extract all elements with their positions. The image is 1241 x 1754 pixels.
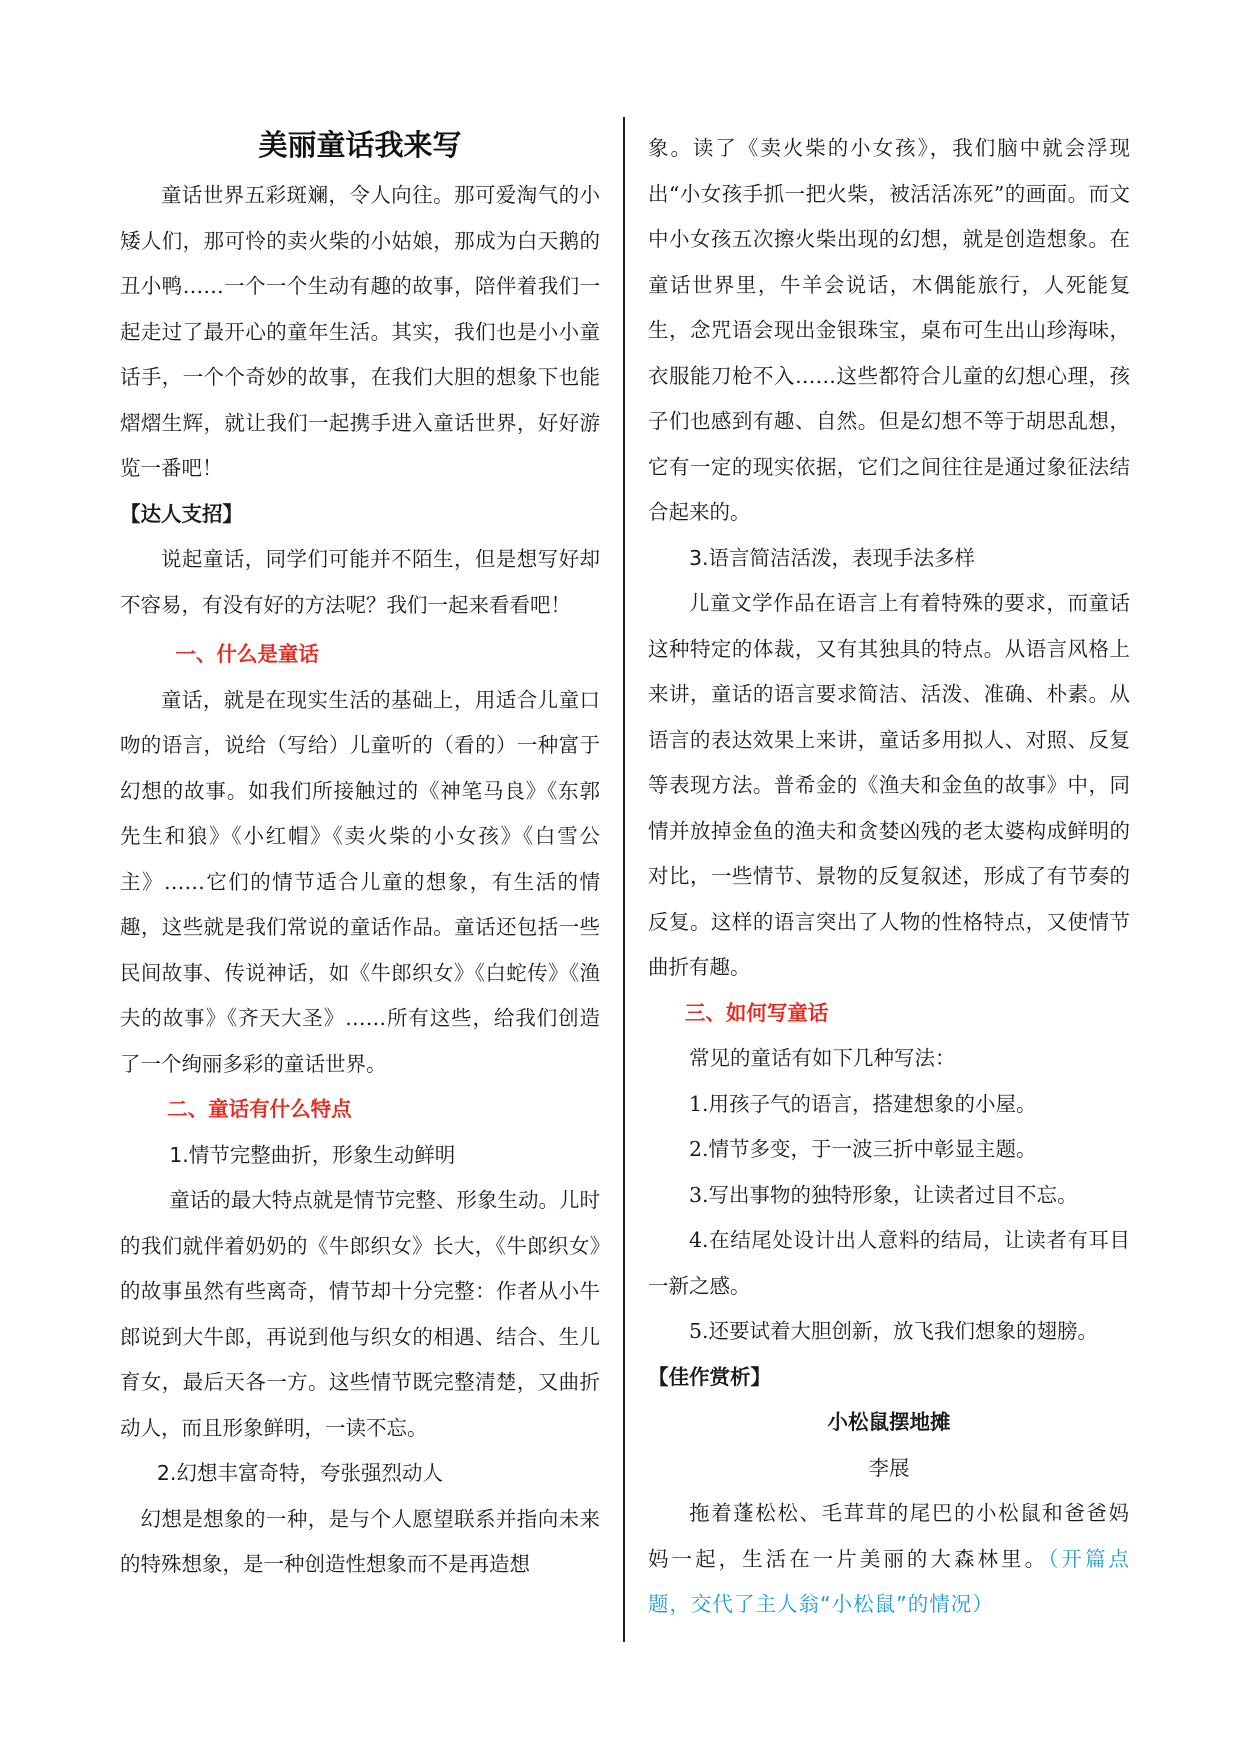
section-2-heading: 二、童话有什么特点 <box>167 1097 352 1121</box>
section-3-intro: 常见的童话有如下几种写法： <box>689 1046 956 1070</box>
feature-2-paragraph: 幻想是想象的一种，是与个人愿望联系并指向未来的特殊想象，是一种创造性想象而不是再造想 <box>120 1506 600 1576</box>
story-title: 小松鼠摆地摊 <box>827 1410 951 1434</box>
right-column <box>648 126 1130 1628</box>
feature-2-continued-paragraph: 象。读了《卖火柴的小女孩》，我们脑中就会浮现出“小女孩手抓一把火柴，被活活冻死”的画面。而文中小女孩五次擦火柴出现的幻想，就是创造想象。在童话世界里，牛羊会说话，木偶能旅行，人死能复生，念咒语会现出金银珠宝，桌布可生出山珍海味，衣服能刀枪不入……这些都符合儿童的幻想心理，孩子们也感到有趣、自然。但是幻想不等于胡思乱想，它有一定的现实依据，它们之间往往是通过象征法结合起来的。 <box>648 136 1130 524</box>
tips-heading: 【达人支招】 <box>120 501 243 526</box>
method-item: 2.情节多变，于一波三折中彰显主题。 <box>689 1137 1037 1161</box>
feature-3-paragraph: 儿童文学作品在语言上有着特殊的要求，而童话这种特定的体裁，又有其独具的特点。从语言风格上来讲，童话的语言要求简洁、活泼、准确、朴素。从语言的表达效果上来讲，童话多用拟人、对照、反复等表现方法。普希金的《渔夫和金鱼的故事》中，同情并放掉金鱼的渔夫和贪婪凶残的老太婆构成鲜明的对比，一些情节、景物的反复叙述，形成了有节奏的反复。这样的语言突出了人物的性格特点，又使情节曲折有趣。 <box>648 591 1130 979</box>
feature-1-title: 1.情节完整曲折，形象生动鲜明 <box>169 1142 456 1167</box>
column-divider <box>623 117 625 1642</box>
appreciation-heading: 【佳作赏析】 <box>648 1364 771 1389</box>
feature-3-title: 3.语言简洁活泼，表现手法多样 <box>689 545 976 570</box>
left-column <box>120 117 600 1588</box>
page-title: 美丽童话我来写 <box>258 128 462 162</box>
method-item: 4.在结尾处设计出人意料的结局，让读者有耳目一新之感。 <box>648 1228 1130 1298</box>
section-1-paragraph: 童话，就是在现实生活的基础上，用适合儿童口吻的语言，说给（写给）儿童听的（看的）一种富于幻想的故事。如我们所接触过的《神笔马良》《东郭先生和狼》《小红帽》《卖火柴的小女孩》《白雪公主》……它们的情节适合儿童的想象，有生活的情趣，这些就是我们常说的童话作品。童话还包括一些民间故事、传说神话，如《牛郎织女》《白蛇传》《渔夫的故事》《齐天大圣》……所有这些，给我们创造了一个绚丽多彩的童话世界。 <box>120 687 600 1076</box>
story-author: 李展 <box>868 1455 910 1480</box>
feature-2-title: 2.幻想丰富奇特，夸张强烈动人 <box>156 1461 443 1485</box>
method-item: 5.还要试着大胆创新，放飞我们想象的翅膀。 <box>689 1319 1099 1343</box>
story-paragraph <box>648 1491 1130 1628</box>
story-comment: （开篇点题，交代了主人翁“小松鼠”的情况） <box>648 1546 1131 1616</box>
method-item: 1.用孩子气的语言，搭建想象的小屋。 <box>689 1091 1037 1116</box>
section-3-heading: 三、如何写童话 <box>684 1000 829 1025</box>
feature-1-paragraph: 童话的最大特点就是情节完整、形象生动。儿时的我们就伴着奶奶的《牛郎织女》长大，《牛郎织女》的故事虽然有些离奇，情节却十分完整：作者从小牛郎说到大牛郎，再说到他与织女的相遇、结合、生儿育女，最后天各一方。这些情节既完整清楚，又曲折动人，而且形象鲜明，一读不忘。 <box>120 1188 600 1440</box>
method-item: 3.写出事物的独特形象，让读者过目不忘。 <box>689 1182 1078 1207</box>
section-1-heading: 一、什么是童话 <box>175 642 319 666</box>
tips-intro-paragraph: 说起童话，同学们可能并不陌生，但是想写好却不容易，有没有好的方法呢？我们一起来看看吧！ <box>120 547 600 617</box>
intro-paragraph: 童话世界五彩斑斓，令人向往。那可爱淘气的小矮人们，那可怜的卖火柴的小姑娘，那成为白天鹅的丑小鸭……一个一个生动有趣的故事，陪伴着我们一起走过了最开心的童年生活。其实，我们也是小小童话手，一个个奇妙的故事，在我们大胆的想象下也能熠熠生辉，就让我们一起携手进入童话世界，好好游览一番吧！ <box>120 183 600 480</box>
story-text: 拖着蓬松松、毛茸茸的尾巴的小松鼠和爸爸妈妈一起，生活在一片美丽的大森林里。 <box>648 1501 1130 1571</box>
